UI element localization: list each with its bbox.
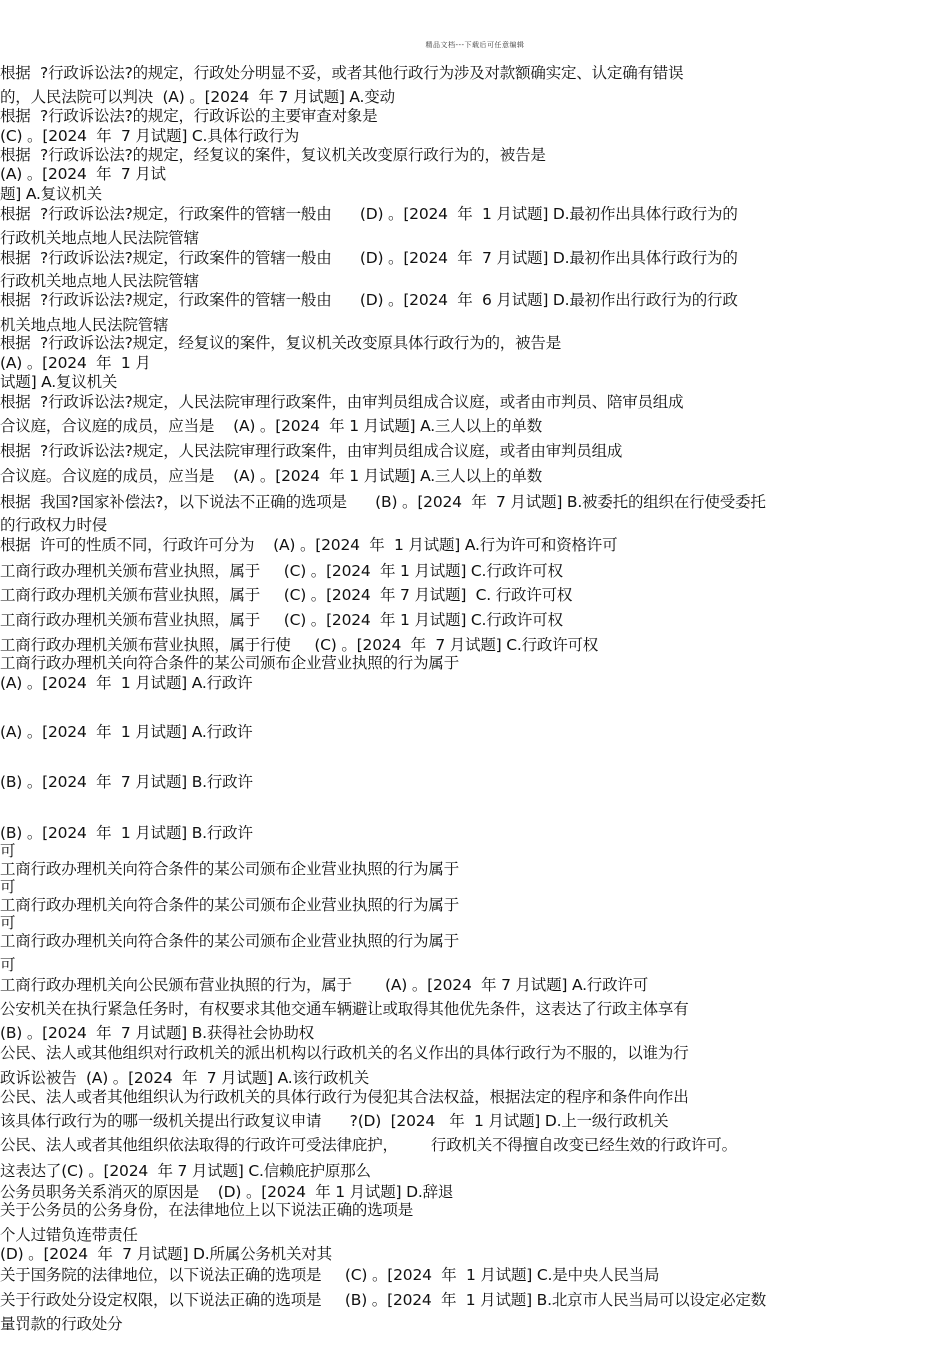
text-line: 可: [0, 842, 16, 860]
text-line: 试题] A.复议机关: [0, 373, 118, 391]
text-line: 题] A.复议机关: [0, 185, 102, 203]
text-line: 合议庭。合议庭的成员，应当是 (A) 。[2024 年 1 月试题] A.三人以上的单数: [0, 467, 543, 485]
text-line: 工商行政办理机关颁布营业执照，属于 (C) 。[2024 年 1 月试题] C.行政许可权: [0, 562, 563, 580]
text-line: (A) 。[2024 年 1 月试题] A.行政许: [0, 723, 253, 741]
text-line: 公安机关在执行紧急任务时，有权要求其他交通车辆避让或取得其他优先条件，这表达了行政主体享有: [0, 1000, 689, 1018]
text-line: 根据 我国?国家补偿法?，以下说法不正确的选项是 (B) 。[2024 年 7 月试题] B.被委托的组织在行使受委托: [0, 493, 766, 511]
text-line: 关于行政处分设定权限，以下说法正确的选项是 (B) 。[2024 年 1 月试题] B.北京市人民当局可以设定必定数: [0, 1291, 767, 1309]
text-line: (D) 。[2024 年 7 月试题] D.所属公务机关对其: [0, 1245, 332, 1263]
text-line: 机关地点地人民法院管辖: [0, 316, 169, 334]
text-line: 工商行政办理机关向符合条件的某公司颁布企业营业执照的行为属于: [0, 896, 460, 914]
text-line: 该具体行政行为的哪一级机关提出行政复议申请 ?(D) [2024 年 1 月试题] D.上一级行政机关: [0, 1112, 669, 1130]
text-line: 工商行政办理机关向符合条件的某公司颁布企业营业执照的行为属于: [0, 932, 460, 950]
text-line: (A) 。[2024 年 1 月: [0, 354, 151, 372]
text-line: 根据 ?行政诉讼法?的规定，行政处分明显不妥，或者其他行政行为涉及对款额确实定、认定确有错误: [0, 64, 684, 82]
text-line: 工商行政办理机关向符合条件的某公司颁布企业营业执照的行为属于: [0, 860, 460, 878]
text-line: 可: [0, 956, 16, 974]
text-line: (A) 。[2024 年 1 月试题] A.行政许: [0, 674, 253, 692]
text-line: 根据 ?行政诉讼法?的规定，行政诉讼的主要审查对象是: [0, 107, 378, 125]
text-line: 根据 ?行政诉讼法?规定，行政案件的管辖一般由 (D) 。[2024 年 1 月试题] D.最初作出具体行政行为的: [0, 205, 738, 223]
text-line: 工商行政办理机关颁布营业执照，属于行使 (C) 。[2024 年 7 月试题] C.行政许可权: [0, 636, 599, 654]
text-line: 根据 ?行政诉讼法?规定，经复议的案件，复议机关改变原具体行政行为的，被告是: [0, 334, 562, 352]
text-line: 的行政权力时侵: [0, 516, 108, 534]
text-line: 可: [0, 878, 16, 896]
text-line: 行政机关地点地人民法院管辖: [0, 272, 199, 290]
text-line: 行政机关地点地人民法院管辖: [0, 229, 199, 247]
text-line: 合议庭，合议庭的成员，应当是 (A) 。[2024 年 1 月试题] A.三人以上的单数: [0, 417, 543, 435]
text-line: (B) 。[2024 年 7 月试题] B.行政许: [0, 773, 253, 791]
text-line: 政诉讼被告 (A) 。[2024 年 7 月试题] A.该行政机关: [0, 1069, 370, 1087]
text-line: 根据 ?行政诉讼法?的规定，经复议的案件，复议机关改变原行政行为的，被告是: [0, 146, 546, 164]
text-line: 工商行政办理机关颁布营业执照，属于 (C) 。[2024 年 7 月试题] C. 行政许可权: [0, 586, 573, 604]
text-line: 工商行政办理机关向公民颁布营业执照的行为，属于 (A) 。[2024 年 7 月试题] A.行政许可: [0, 976, 649, 994]
text-line: 的，人民法院可以判决 (A) 。[2024 年 7 月试题] A.变动: [0, 88, 395, 106]
text-line: 公务员职务关系消灭的原因是 (D) 。[2024 年 1 月试题] D.辞退: [0, 1183, 454, 1201]
text-line: 根据 ?行政诉讼法?规定，人民法院审理行政案件，由审判员组成合议庭，或者由市判员、陪审员组成: [0, 393, 684, 411]
text-line: 工商行政办理机关向符合条件的某公司颁布企业营业执照的行为属于: [0, 654, 460, 672]
text-line: 这表达了(C) 。[2024 年 7 月试题] C.信赖庇护原那么: [0, 1162, 371, 1180]
text-line: 关于国务院的法律地位，以下说法正确的选项是 (C) 。[2024 年 1 月试题] C.是中央人民当局: [0, 1266, 660, 1284]
text-line: 关于公务员的公务身份，在法律地位上以下说法正确的选项是: [0, 1201, 414, 1219]
text-line: 可: [0, 914, 16, 932]
text-line: (B) 。[2024 年 1 月试题] B.行政许: [0, 824, 253, 842]
text-line: (A) 。[2024 年 7 月试: [0, 165, 166, 183]
text-line: 量罚款的行政处分: [0, 1315, 123, 1333]
text-line: (B) 。[2024 年 7 月试题] B.获得社会协助权: [0, 1024, 314, 1042]
text-line: 根据 ?行政诉讼法?规定，行政案件的管辖一般由 (D) 。[2024 年 7 月试题] D.最初作出具体行政行为的: [0, 249, 738, 267]
text-line: 根据 许可的性质不同，行政许可分为 (A) 。[2024 年 1 月试题] A.行为许可和资格许可: [0, 536, 618, 554]
text-line: 根据 ?行政诉讼法?规定，行政案件的管辖一般由 (D) 。[2024 年 6 月试题] D.最初作出行政行为的行政: [0, 291, 738, 309]
text-line: 公民、法人或者其他组织认为行政机关的具体行政行为侵犯其合法权益，根据法定的程序和条件向作出: [0, 1088, 689, 1106]
text-line: 个人过错负连带责任: [0, 1226, 138, 1244]
text-line: 公民、法人或者其他组织依法取得的行政许可受法律庇护， 行政机关不得擅自改变已经生效的行政许可。: [0, 1136, 737, 1154]
text-line: (C) 。[2024 年 7 月试题] C.具体行政行为: [0, 127, 300, 145]
text-line: 根据 ?行政诉讼法?规定，人民法院审理行政案件，由审判员组成合议庭，或者由审判员组成: [0, 442, 623, 460]
page-header: 精品文档---下载后可任意编辑: [425, 41, 525, 49]
text-line: 公民、法人或其他组织对行政机关的派出机构以行政机关的名义作出的具体行政行为不服的，以谁为行: [0, 1044, 689, 1062]
text-line: 工商行政办理机关颁布营业执照，属于 (C) 。[2024 年 1 月试题] C.行政许可权: [0, 611, 563, 629]
